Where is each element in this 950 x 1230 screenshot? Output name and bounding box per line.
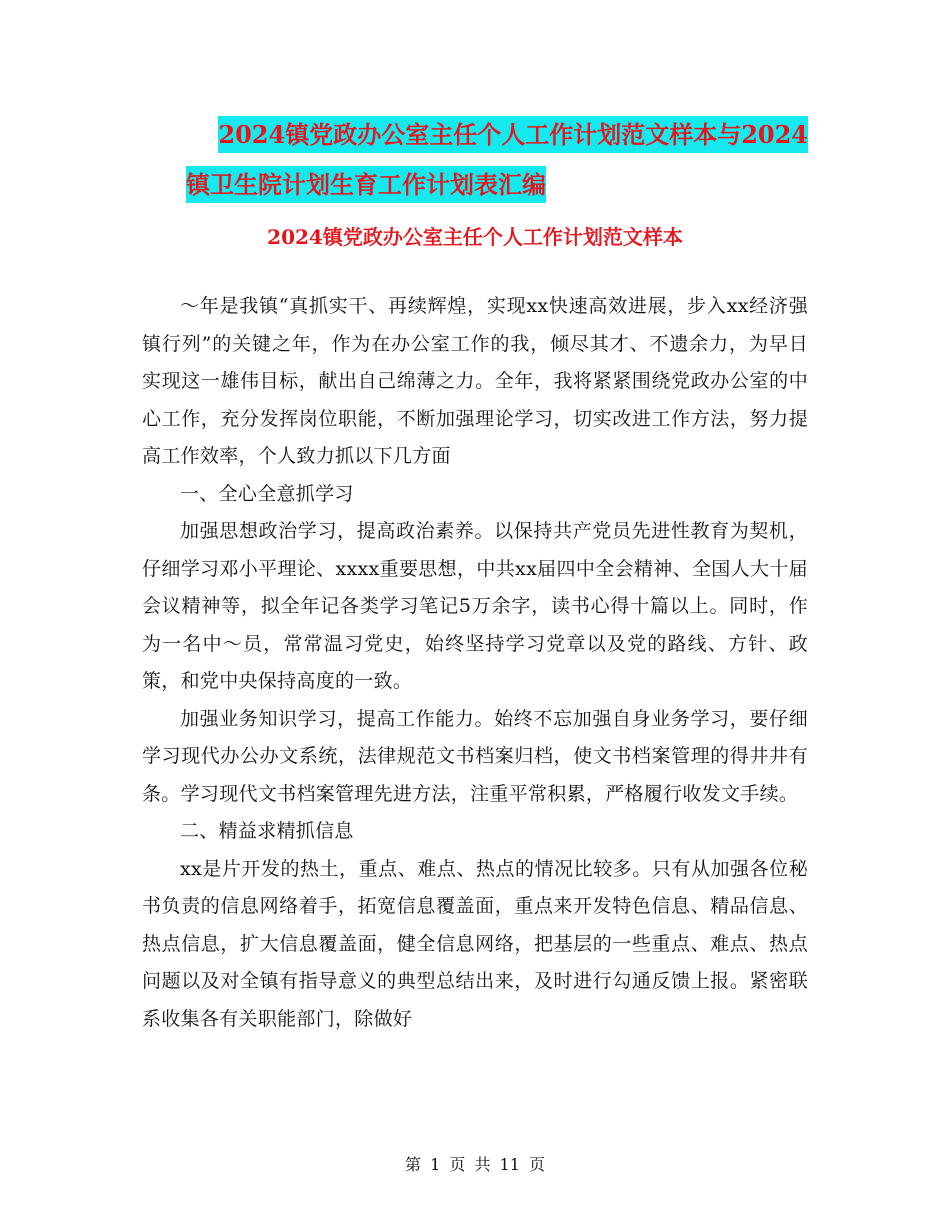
page-number-footer: 第 1 页 共 11 页 [405, 1155, 545, 1174]
document-title-line-1: 2024镇党政办公室主任个人工作计划范文样本与2024 [142, 110, 808, 160]
document-body [142, 288, 808, 1038]
section-heading: 一、全心全意抓学习 [180, 482, 354, 505]
section-heading: 二、精益求精抓信息 [180, 820, 354, 842]
paragraph: 加强思想政治学习，提高政治素养。以保持共产党员先进性教育为契机，仔细学习邓小平理论、xxxx重要思想，中共xx届四中全会精神、全国人大十届会议精神等，拟全年记各类学习笔记5万余字，读书心得十篇以上。同时，作为一名中～员，常常温习党史，始终坚持学习党章以及党的路线、方针、政策，和党中央保持高度的一致。 [142, 520, 808, 692]
document-title [142, 110, 808, 210]
paragraph: ～年是我镇“真抓实干、再续辉煌，实现xx快速高效进展，步入xx经济强镇行列”的关键之年，作为在办公室工作的我，倾尽其才、不遗余力，为早日实现这一雄伟目标，献出自己绵薄之力。全年，我将紧紧围绕党政办公室的中心工作，充分发挥岗位职能，不断加强理论学习，切实改进工作方法，努力提高工作效率，个人致力抓以下几方面 [142, 295, 808, 467]
section-title: 2024镇党政办公室主任个人工作计划范文样本 [267, 225, 683, 249]
paragraph: 加强业务知识学习，提高工作能力。始终不忘加强自身业务学习，要仔细学习现代办公办文系统，法律规范文书档案归档，使文书档案管理的得井井有条。学习现代文书档案管理先进方法，注重平常积累，严格履行收发文手续。 [142, 707, 808, 805]
paragraph: xx是片开发的热土，重点、难点、热点的情况比较多。只有从加强各位秘书负责的信息网络着手，拓宽信息覆盖面，重点来开发特色信息、精品信息、热点信息，扩大信息覆盖面，健全信息网络，把基层的一些重点、难点、热点问题以及对全镇有指导意义的典型总结出来，及时进行勾通反馈上报。紧密联系收集各有关职能部门，除做好 [142, 857, 808, 1030]
document-title-line-2: 镇卫生院计划生育工作计划表汇编 [142, 160, 808, 210]
